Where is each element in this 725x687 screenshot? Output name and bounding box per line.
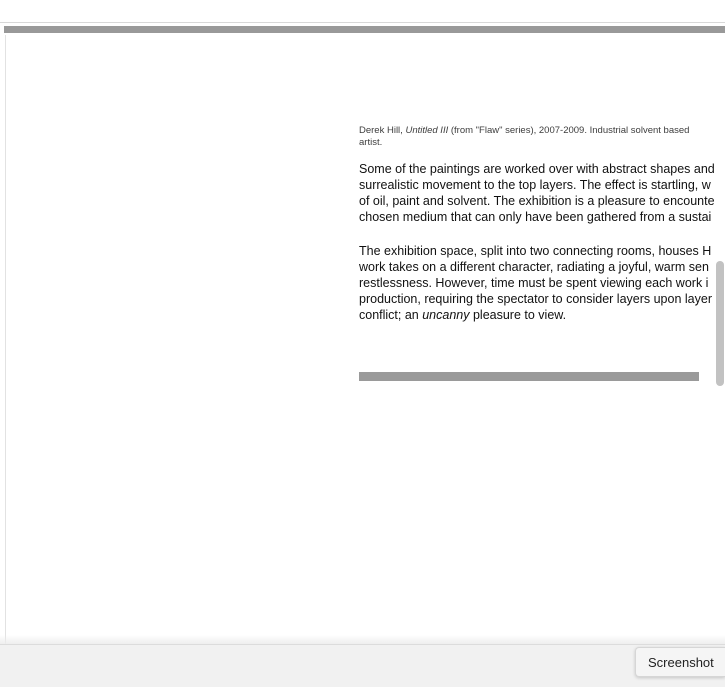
paragraph-2-line-4: production, requiring the spectator to consider layers upon layer <box>359 292 712 306</box>
paragraph-1-line-1: Some of the paintings are worked over with abstract shapes and <box>359 162 715 176</box>
vertical-scrollbar[interactable] <box>715 33 725 645</box>
caption-prefix: Derek Hill, <box>359 125 406 136</box>
paragraph-2-emphasis: uncanny <box>422 308 470 322</box>
scrollbar-thumb[interactable] <box>716 261 724 386</box>
download-chip-label: Screenshot <box>648 654 714 670</box>
caption-suffix: (from "Flaw" series), 2007-2009. Industrial solvent based <box>448 125 690 136</box>
download-chip[interactable] <box>635 647 725 677</box>
paragraph-2-line-3: restlessness. However, time must be spent viewing each work i <box>359 276 709 290</box>
document-page <box>5 35 725 645</box>
paragraph-1-line-4: chosen medium that can only have been gathered from a sustai <box>359 210 712 224</box>
viewer-top-chrome <box>0 0 725 23</box>
page-section-divider <box>359 372 699 381</box>
page-left-margin <box>6 35 356 645</box>
paragraph-1 <box>359 161 725 225</box>
document-text-column <box>359 125 725 341</box>
viewer-top-chrome-inner <box>0 0 725 21</box>
paragraph-2-line-1: The exhibition space, split into two connecting rooms, houses H <box>359 244 712 258</box>
paragraph-1-line-2: surrealistic movement to the top layers. The effect is startling, w <box>359 178 711 192</box>
caption-title: Untitled III <box>405 125 449 136</box>
paragraph-2 <box>359 243 725 323</box>
paragraph-1-line-3: of oil, paint and solvent. The exhibition is a pleasure to encounte <box>359 194 715 208</box>
paragraph-2-line-5: conflict; an uncanny pleasure to view. <box>359 308 567 322</box>
image-caption <box>359 125 719 149</box>
caption-line-2: artist. <box>359 137 383 148</box>
page-top-divider <box>4 26 725 33</box>
paragraph-2-line-2: work takes on a different character, radiating a joyful, warm sen <box>359 260 709 274</box>
viewer-bottom-bar <box>0 644 725 687</box>
